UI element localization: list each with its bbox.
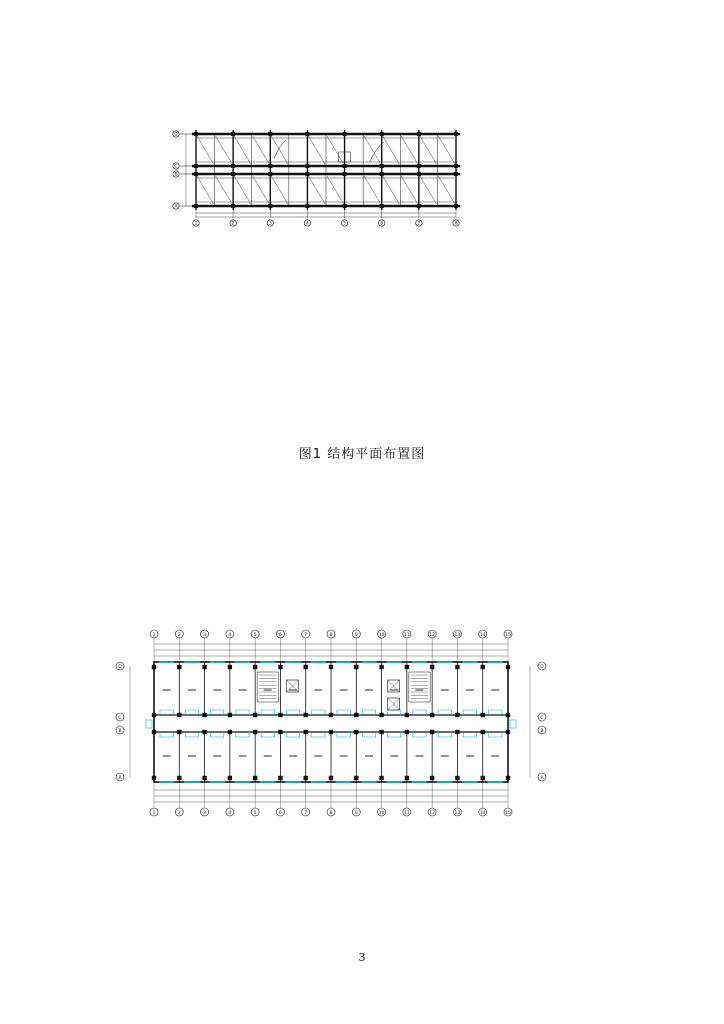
row-axis-label: A bbox=[174, 204, 178, 210]
structural-column bbox=[354, 730, 358, 734]
column-axis-label: 13 bbox=[454, 810, 461, 816]
structural-column bbox=[506, 665, 510, 669]
slab-diagonal bbox=[197, 136, 214, 164]
structural-column bbox=[481, 713, 485, 717]
column-node bbox=[305, 204, 309, 208]
slab-diagonal bbox=[234, 176, 251, 204]
figure-caption: 图1 结构平面布置图 bbox=[298, 447, 426, 462]
structural-column bbox=[455, 665, 459, 669]
row-axis-label: B bbox=[174, 172, 178, 178]
row-axis-label: A bbox=[540, 775, 544, 781]
structural-column bbox=[405, 665, 409, 669]
structural-column bbox=[177, 713, 181, 717]
row-axis-label: B bbox=[540, 728, 544, 734]
slab-diagonal bbox=[401, 136, 418, 164]
structural-column bbox=[228, 665, 232, 669]
column-node bbox=[380, 132, 384, 136]
column-node bbox=[454, 172, 458, 176]
slab-diagonal bbox=[197, 176, 214, 204]
door bbox=[312, 710, 325, 715]
slab-diagonal bbox=[216, 136, 233, 164]
door bbox=[236, 710, 249, 715]
column-node bbox=[268, 172, 272, 176]
column-node bbox=[454, 132, 458, 136]
structural-column bbox=[506, 713, 510, 717]
door bbox=[489, 710, 502, 715]
structural-column bbox=[481, 776, 485, 780]
structural-column bbox=[278, 713, 282, 717]
column-axis-label: 11 bbox=[403, 810, 410, 816]
door bbox=[261, 710, 274, 715]
door bbox=[211, 710, 224, 715]
column-axis-label: 8 bbox=[329, 632, 333, 638]
column-axis-label: 2 bbox=[177, 810, 181, 816]
column-axis-label: 8 bbox=[454, 221, 458, 227]
column-axis-label: 7 bbox=[417, 221, 421, 227]
structural-column bbox=[329, 776, 333, 780]
column-node bbox=[343, 132, 347, 136]
structural-column bbox=[253, 713, 257, 717]
stair-arrow bbox=[274, 140, 286, 158]
column-axis-label: 3 bbox=[203, 810, 207, 816]
column-axis-label: 5 bbox=[343, 221, 347, 227]
structural-column bbox=[304, 665, 308, 669]
door bbox=[337, 710, 350, 715]
slab-diagonal bbox=[271, 176, 288, 204]
structural-column bbox=[430, 730, 434, 734]
column-axis-label: 10 bbox=[378, 632, 385, 638]
column-node bbox=[343, 164, 347, 168]
column-node bbox=[417, 132, 421, 136]
column-axis-label: 15 bbox=[505, 810, 511, 816]
structural-column bbox=[278, 665, 282, 669]
structural-column bbox=[430, 713, 434, 717]
column-node bbox=[194, 204, 198, 208]
floor-plan-drawing bbox=[110, 622, 550, 822]
door bbox=[362, 732, 375, 737]
column-node bbox=[417, 172, 421, 176]
structural-column bbox=[177, 665, 181, 669]
slab-diagonal bbox=[253, 136, 270, 164]
column-axis-label: 4 bbox=[305, 221, 309, 227]
column-axis-label: 6 bbox=[278, 810, 282, 816]
column-axis-label: 5 bbox=[253, 810, 257, 816]
column-axis-label: 3 bbox=[268, 221, 272, 227]
structural-column bbox=[430, 665, 434, 669]
door bbox=[489, 732, 502, 737]
structural-column bbox=[202, 713, 206, 717]
door bbox=[286, 732, 299, 737]
structural-column bbox=[228, 730, 232, 734]
door bbox=[160, 732, 173, 737]
structural-column bbox=[304, 713, 308, 717]
column-axis-label: 9 bbox=[354, 632, 358, 638]
structural-column bbox=[177, 730, 181, 734]
structural-column bbox=[202, 665, 206, 669]
structural-column bbox=[228, 776, 232, 780]
column-axis-label: 14 bbox=[479, 810, 486, 816]
structural-column bbox=[152, 776, 156, 780]
column-axis-label: 14 bbox=[479, 632, 486, 638]
slab-diagonal bbox=[327, 136, 344, 164]
row-axis-label: B bbox=[118, 728, 122, 734]
door bbox=[261, 732, 274, 737]
structural-column bbox=[152, 665, 156, 669]
column-axis-label: 13 bbox=[454, 632, 461, 638]
door bbox=[388, 710, 401, 715]
structural-column bbox=[379, 665, 383, 669]
column-axis-label: 4 bbox=[228, 632, 232, 638]
slab-diagonal bbox=[364, 136, 381, 164]
entrance bbox=[510, 720, 516, 728]
door bbox=[185, 710, 198, 715]
structural-column bbox=[202, 730, 206, 734]
column-node bbox=[231, 132, 235, 136]
entrance bbox=[146, 720, 152, 728]
column-axis-label: 7 bbox=[304, 810, 308, 816]
structural-column bbox=[152, 730, 156, 734]
column-axis-label: 1 bbox=[152, 632, 156, 638]
structural-column bbox=[354, 665, 358, 669]
door bbox=[211, 732, 224, 737]
door bbox=[236, 732, 249, 737]
column-axis-label: 1 bbox=[152, 810, 156, 816]
structural-column bbox=[430, 776, 434, 780]
column-axis-label: 2 bbox=[231, 221, 235, 227]
row-axis-label: C bbox=[540, 715, 544, 721]
structural-column bbox=[202, 776, 206, 780]
column-axis-label: 9 bbox=[354, 810, 358, 816]
column-node bbox=[343, 172, 347, 176]
column-axis-label: 1 bbox=[194, 221, 198, 227]
door bbox=[438, 732, 451, 737]
structural-column bbox=[304, 730, 308, 734]
column-axis-label: 12 bbox=[429, 632, 436, 638]
structural-column bbox=[152, 713, 156, 717]
column-axis-label: 8 bbox=[329, 810, 333, 816]
column-node bbox=[194, 132, 198, 136]
slab-diagonal bbox=[383, 176, 400, 204]
slab-diagonal bbox=[327, 176, 344, 204]
structural-column bbox=[405, 730, 409, 734]
structural-column bbox=[455, 730, 459, 734]
column-node bbox=[231, 204, 235, 208]
structural-column bbox=[379, 713, 383, 717]
column-node bbox=[268, 164, 272, 168]
slab-diagonal bbox=[308, 176, 325, 204]
column-node bbox=[194, 172, 198, 176]
row-axis-label: A bbox=[118, 775, 122, 781]
slab-diagonal bbox=[438, 136, 455, 164]
structural-plan-drawing bbox=[160, 118, 480, 236]
door bbox=[413, 732, 426, 737]
structural-column bbox=[278, 776, 282, 780]
structural-column bbox=[455, 776, 459, 780]
structural-column bbox=[329, 730, 333, 734]
column-axis-label: 7 bbox=[304, 632, 308, 638]
column-node bbox=[380, 164, 384, 168]
column-axis-label: 4 bbox=[228, 810, 232, 816]
door bbox=[185, 732, 198, 737]
door bbox=[337, 732, 350, 737]
structural-column bbox=[228, 713, 232, 717]
column-axis-label: 15 bbox=[505, 632, 511, 638]
page-number: 3 bbox=[358, 951, 366, 964]
structural-column bbox=[481, 665, 485, 669]
structural-column bbox=[405, 713, 409, 717]
slab-diagonal bbox=[253, 176, 270, 204]
structural-column bbox=[354, 713, 358, 717]
structural-column bbox=[253, 665, 257, 669]
row-axis-label: C bbox=[118, 715, 122, 721]
column-node bbox=[417, 164, 421, 168]
row-axis-label: D bbox=[540, 664, 544, 670]
column-node bbox=[417, 204, 421, 208]
door bbox=[463, 732, 476, 737]
stairwell bbox=[409, 672, 430, 702]
slab-diagonal bbox=[401, 176, 418, 204]
structural-column bbox=[253, 730, 257, 734]
column-node bbox=[380, 172, 384, 176]
column-node bbox=[268, 204, 272, 208]
column-axis-label: 3 bbox=[203, 632, 207, 638]
column-node bbox=[343, 204, 347, 208]
slab-diagonal bbox=[216, 176, 233, 204]
structural-column bbox=[354, 776, 358, 780]
column-node bbox=[194, 164, 198, 168]
structural-column bbox=[379, 776, 383, 780]
structural-column bbox=[329, 665, 333, 669]
column-node bbox=[231, 172, 235, 176]
column-axis-label: 5 bbox=[253, 632, 257, 638]
door bbox=[286, 710, 299, 715]
structural-column bbox=[506, 776, 510, 780]
structural-column bbox=[405, 776, 409, 780]
column-node bbox=[305, 172, 309, 176]
slab-diagonal bbox=[420, 136, 437, 164]
column-node bbox=[305, 164, 309, 168]
door bbox=[388, 732, 401, 737]
row-axis-label: D bbox=[118, 664, 122, 670]
column-node bbox=[454, 204, 458, 208]
structural-column bbox=[379, 730, 383, 734]
column-axis-label: 6 bbox=[380, 221, 384, 227]
door bbox=[413, 710, 426, 715]
structural-column bbox=[329, 713, 333, 717]
column-node bbox=[231, 164, 235, 168]
slab-diagonal bbox=[383, 136, 400, 164]
stairwell bbox=[257, 672, 278, 702]
structural-column bbox=[278, 730, 282, 734]
door bbox=[463, 710, 476, 715]
structural-column bbox=[455, 713, 459, 717]
column-axis-label: 11 bbox=[403, 632, 410, 638]
slab-diagonal bbox=[234, 136, 251, 164]
row-axis-label: C bbox=[174, 164, 178, 170]
structural-column bbox=[253, 776, 257, 780]
slab-diagonal bbox=[438, 176, 455, 204]
slab-diagonal bbox=[271, 136, 288, 164]
structural-column bbox=[481, 730, 485, 734]
door bbox=[160, 710, 173, 715]
slab-diagonal bbox=[364, 176, 381, 204]
column-axis-label: 12 bbox=[429, 810, 436, 816]
column-node bbox=[305, 132, 309, 136]
door bbox=[438, 710, 451, 715]
column-axis-label: 10 bbox=[378, 810, 385, 816]
door bbox=[362, 710, 375, 715]
structural-column bbox=[506, 730, 510, 734]
slab-diagonal bbox=[308, 136, 325, 164]
structural-column bbox=[304, 776, 308, 780]
structural-column bbox=[177, 776, 181, 780]
door bbox=[312, 732, 325, 737]
slab-diagonal bbox=[420, 176, 437, 204]
column-node bbox=[380, 204, 384, 208]
column-node bbox=[268, 132, 272, 136]
column-axis-label: 2 bbox=[177, 632, 181, 638]
row-axis-label: D bbox=[174, 132, 178, 138]
column-node bbox=[454, 164, 458, 168]
column-axis-label: 6 bbox=[278, 632, 282, 638]
